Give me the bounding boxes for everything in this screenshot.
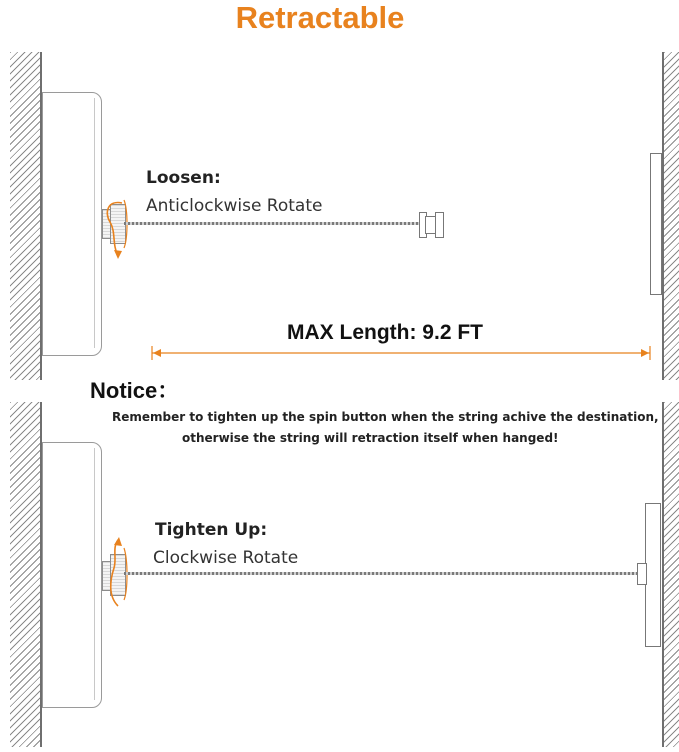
- tighten-desc: Clockwise Rotate: [153, 548, 299, 568]
- loosen-desc: Anticlockwise Rotate: [146, 196, 323, 216]
- notice-line-1: Remember to tighten up the spin button when the string achive the destination,: [112, 410, 659, 424]
- loosen-title: Loosen:: [146, 168, 221, 188]
- diagram-title: Retractable: [235, 0, 405, 35]
- string-bottom: [124, 572, 638, 575]
- notice-line-2: otherwise the string will retraction itself when hanged!: [182, 431, 559, 445]
- max-length-label: MAX Length: 9.2 FT: [287, 321, 483, 344]
- notice-heading: Notice：: [90, 378, 180, 403]
- tighten-title: Tighten Up:: [155, 520, 268, 540]
